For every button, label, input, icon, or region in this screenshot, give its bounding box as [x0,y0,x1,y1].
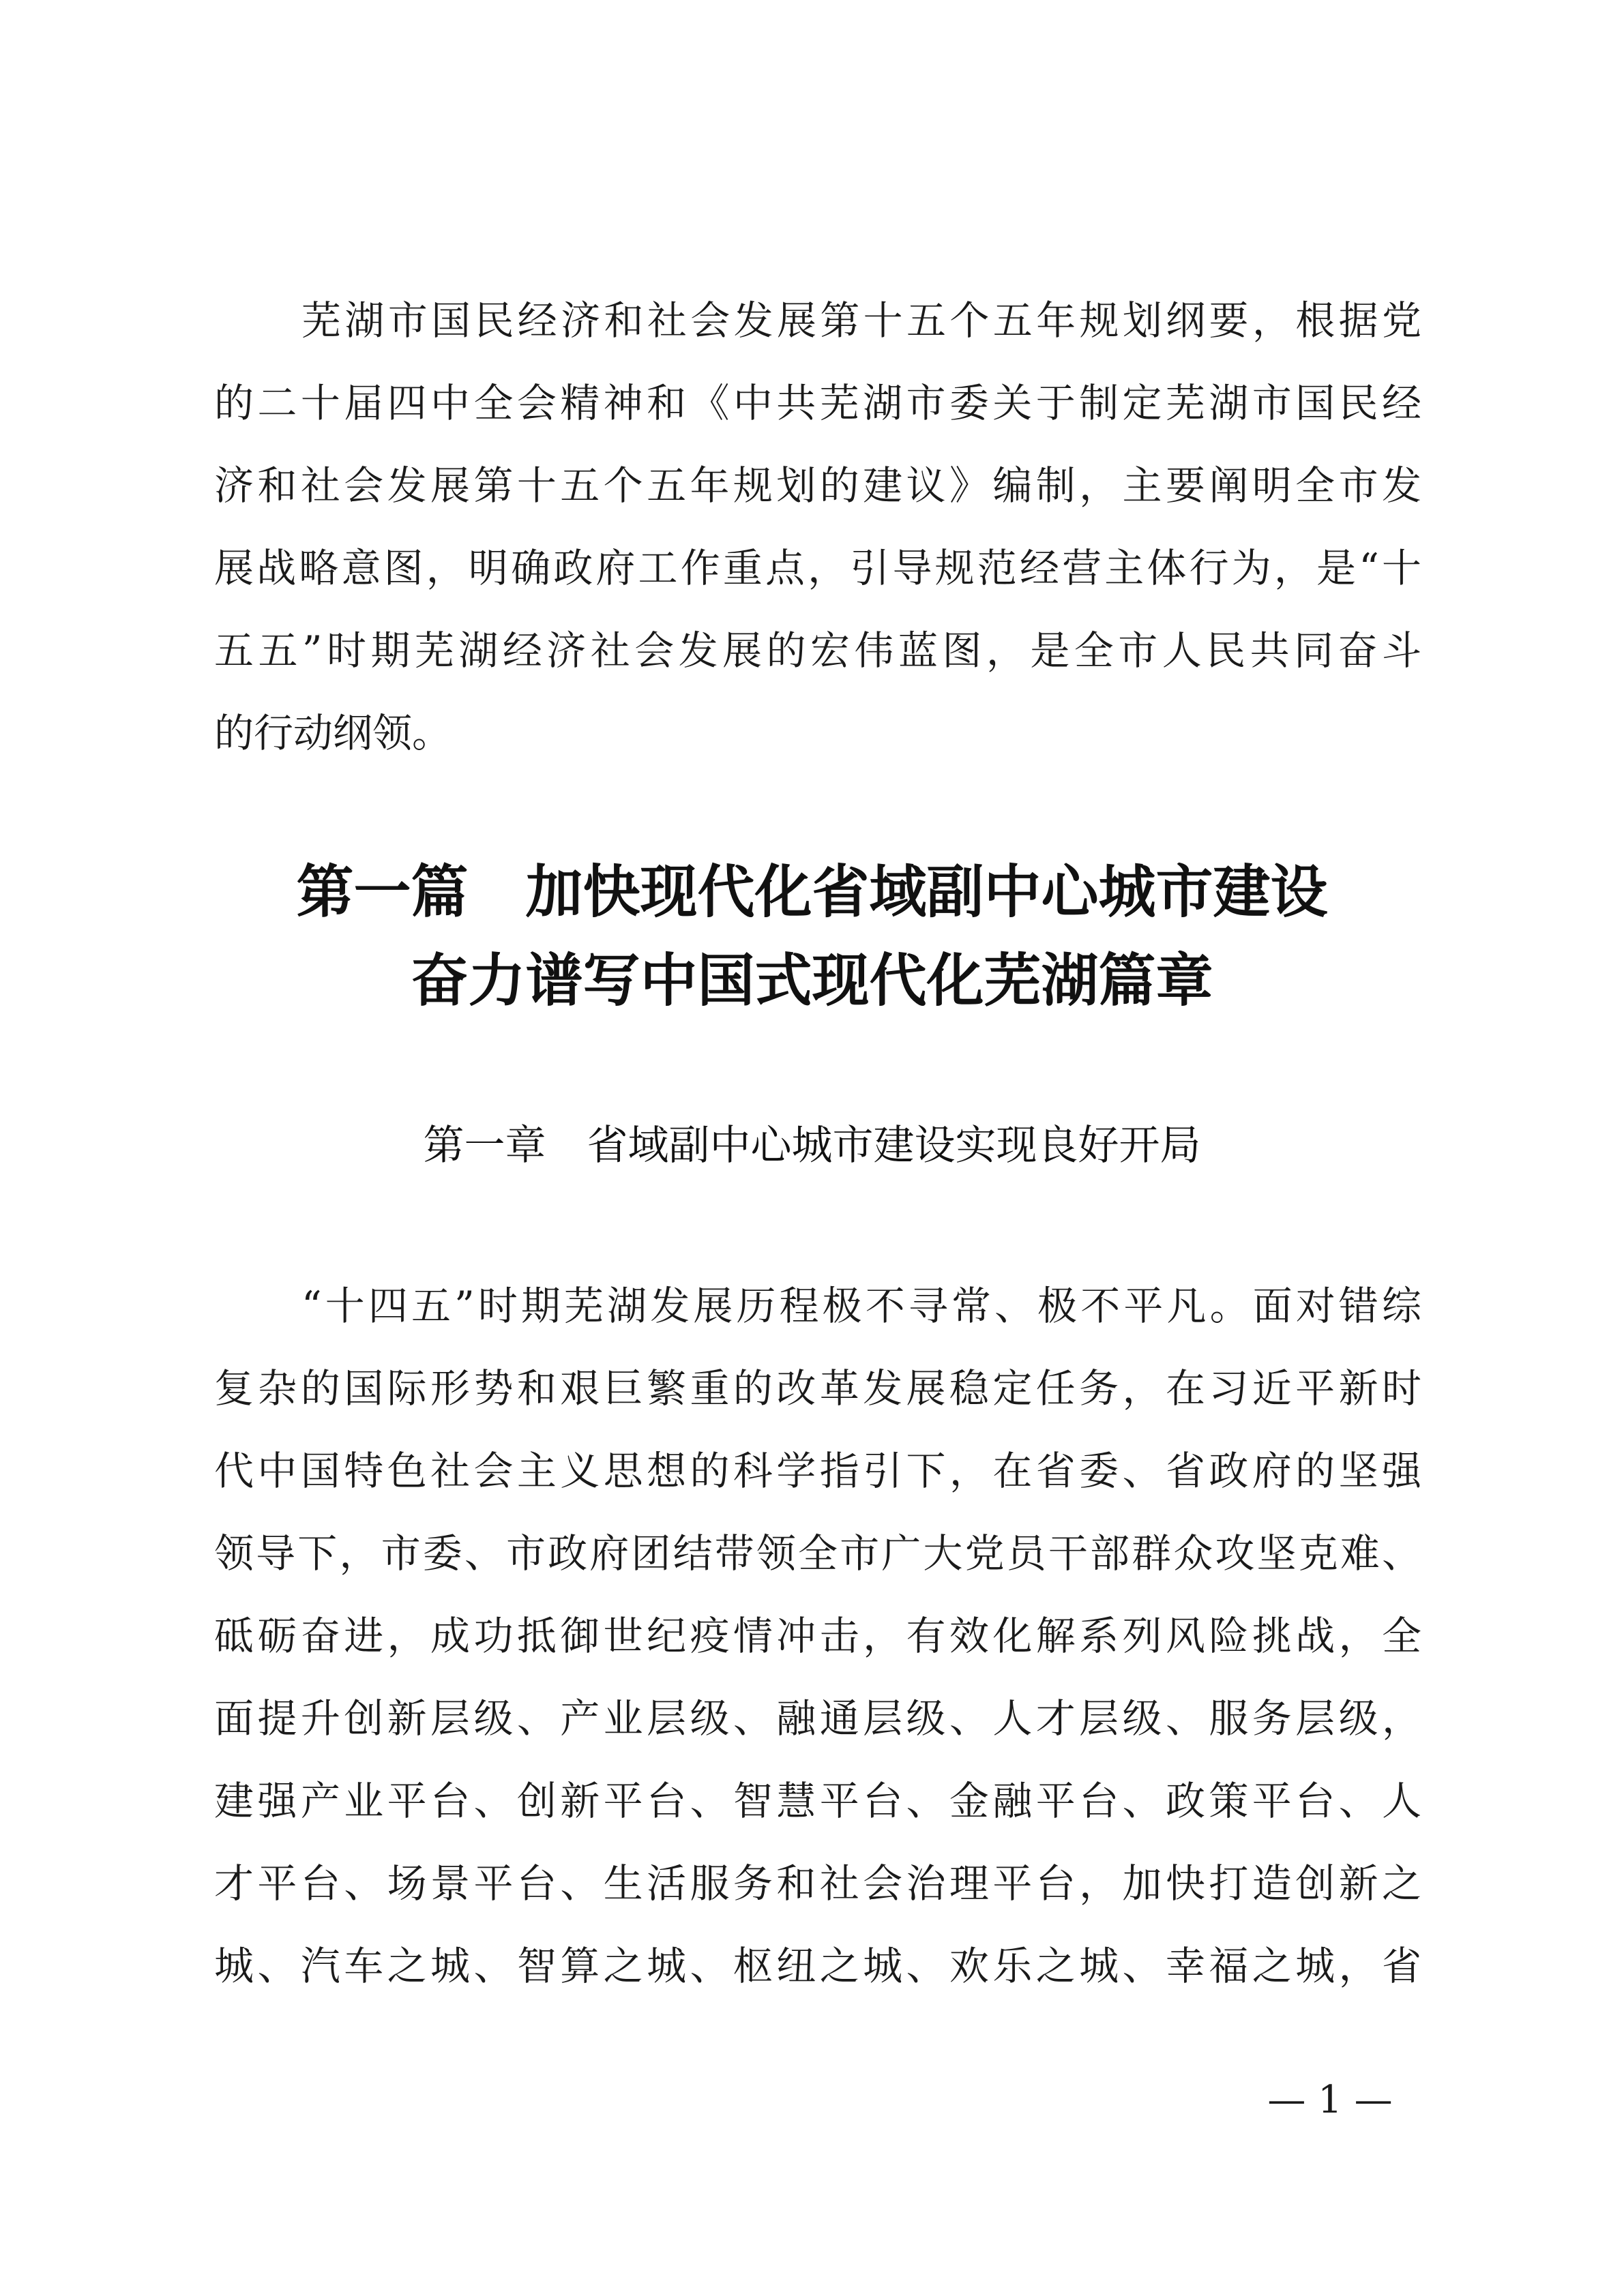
body-line: “十四五”时期芜湖发展历程极不寻常、极不平凡。面对错综 [301,1283,1421,1329]
intro-line: 芜湖市国民经济和社会发展第十五个五年规划纲要，根据党 [301,297,1421,344]
part-title-line-2: 奋力谱写中国式现代化芜湖篇章 [411,946,1213,1014]
intro-line: 的行动纲领。 [214,710,452,756]
intro-line: 的二十届四中全会精神和《中共芜湖市委关于制定芜湖市国民经 [214,380,1421,426]
body-line: 建强产业平台、创新平台、智慧平台、金融平台、政策平台、人 [214,1778,1421,1824]
intro-line: 济和社会发展第十五个五年规划的建议》编制，主要阐明全市发 [214,462,1421,509]
body-line: 砥砺奋进，成功抵御世纪疫情冲击，有效化解系列风险挑战，全 [214,1613,1421,1659]
intro-line: 展战略意图，明确政府工作重点，引导规范经营主体行为，是“十 [214,545,1421,591]
body-line: 复杂的国际形势和艰巨繁重的改革发展稳定任务，在习近平新时 [214,1365,1421,1412]
body-line: 领导下，市委、市政府团结带领全市广大党员干部群众攻坚克难、 [214,1530,1421,1577]
page-number: — 1 — [1267,2078,1393,2122]
intro-line: 五五”时期芜湖经济社会发展的宏伟蓝图，是全市人民共同奋斗 [214,627,1421,674]
body-line: 城、汽车之城、智算之城、枢纽之城、欢乐之城、幸福之城，省 [214,1943,1421,1989]
body-line: 才平台、场景平台、生活服务和社会治理平台，加快打造创新之 [214,1860,1421,1907]
part-title-line-1: 第一篇 加快现代化省域副中心城市建设 [296,858,1328,925]
body-line: 面提升创新层级、产业层级、融通层级、人才层级、服务层级， [214,1695,1421,1742]
body-line: 代中国特色社会主义思想的科学指引下，在省委、省政府的坚强 [214,1448,1421,1494]
chapter-title: 第一章 省域副中心城市建设实现良好开局 [423,1122,1201,1169]
